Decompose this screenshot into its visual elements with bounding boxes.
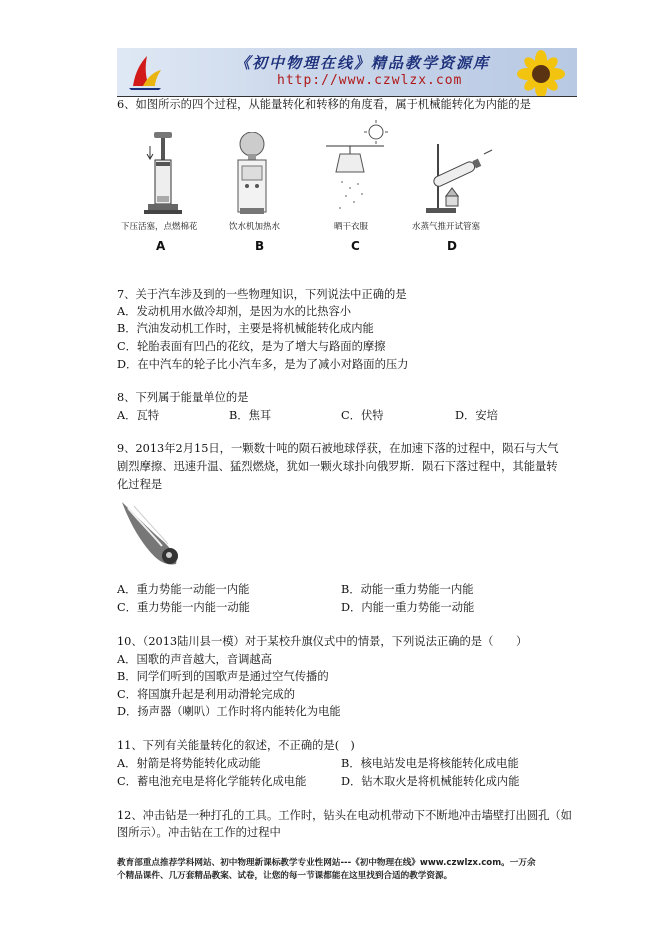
q9-option-d[interactable]: D．内能一重力势能一动能	[341, 601, 475, 614]
q10-option-c[interactable]: C．将国旗升起是利用动滑轮完成的	[117, 688, 296, 701]
q12-stem-line-2: 图所示）。冲击钻在工作的过程中	[117, 826, 281, 839]
q6-label-d: D	[447, 239, 457, 253]
q8-option-c[interactable]: C．伏特	[341, 409, 384, 422]
header-banner	[117, 48, 577, 96]
q10-stem: 10、（2013陆川县一模）对于某校升旗仪式中的情景，下列说法正确的是（ ）	[117, 635, 528, 648]
q10-option-d[interactable]: D．扬声器（喇叭）工作时将内能转化为电能	[117, 705, 341, 718]
footer-line-2: 个精品课件、几万套精品教案、试卷，让您的每一节课都能在这里找到合适的教学资源。	[117, 871, 453, 881]
q6-caption-c: 晒干衣服	[334, 222, 369, 232]
q11-stem: 11、下列有关能量转化的叙述，不正确的是( )	[117, 739, 355, 752]
q10-option-b[interactable]: B．同学们听到的国歌声是通过空气传播的	[117, 670, 329, 683]
q7-option-c[interactable]: C．轮胎表面有凹凸的花纹，是为了增大与路面的摩擦	[117, 340, 386, 353]
q10-option-a[interactable]: A．国歌的声音越大，音调越高	[117, 653, 273, 666]
q7-option-d[interactable]: D．在中汽车的轮子比小汽车多，是为了减小对路面的压力	[117, 358, 409, 371]
footer-line-1: 教育部重点推荐学科网站、初中物理新课标教学专业性网站---《初中物理在线》www.czwlzx.com。一万余	[117, 858, 536, 868]
q7-option-b[interactable]: B．汽油发动机工作时，主要是将机械能转化成内能	[117, 322, 374, 335]
q6-caption-b: 饮水机加热水	[229, 222, 281, 232]
q11-option-b[interactable]: B．核电站发电是将核能转化成电能	[341, 757, 519, 770]
test-tube-steam-figure	[412, 140, 496, 216]
q11-option-d[interactable]: D．钻木取火是将机械能转化成内能	[341, 775, 520, 788]
q7-option-a[interactable]: A．发动机用水做冷却剂，是因为水的比热容小	[117, 305, 352, 318]
q11-option-c[interactable]: C．蓄电池充电是将化学能转化成电能	[117, 775, 307, 788]
header-divider	[117, 96, 577, 97]
site-logo-icon	[125, 52, 165, 92]
q12-stem-line-1: 12、冲击钻是一种打孔的工具。工作时，钻头在电动机带动下不断地冲击墙壁打出圆孔（如	[117, 809, 572, 822]
site-url[interactable]: http://www.czwlzx.com	[277, 73, 463, 88]
q9-stem-line-1: 9、2013年2月15日，一颗数十吨的陨石被地球俘获，在加速下落的过程中，陨石与大气	[117, 442, 559, 455]
q9-option-c[interactable]: C．重力势能一内能一动能	[117, 601, 250, 614]
sunflower-icon	[501, 50, 571, 96]
q6-caption-d: 水蒸气推开试管塞	[412, 222, 481, 232]
page-footer	[117, 857, 577, 883]
q8-stem: 8、下列属于能量单位的是	[117, 391, 249, 404]
site-title: 《初中物理在线》精品教学资源库	[235, 54, 491, 72]
q9-option-b[interactable]: B．动能一重力势能一内能	[341, 583, 474, 596]
q11-option-a[interactable]: A．射箭是将势能转化成动能	[117, 757, 261, 770]
q9-option-a[interactable]: A．重力势能一动能一内能	[117, 583, 250, 596]
water-dispenser-figure	[232, 132, 272, 218]
fire-syringe-figure	[140, 132, 184, 218]
q8-option-a[interactable]: A．瓦特	[117, 409, 160, 422]
q6-caption-a: 下压活塞，点燃棉花	[121, 222, 198, 232]
q8-option-d[interactable]: D．安培	[455, 409, 498, 422]
q8-option-b[interactable]: B．焦耳	[229, 409, 272, 422]
q9-stem-line-3: 化过程是	[117, 478, 163, 491]
q9-stem-line-2: 剧烈摩擦、迅速升温、猛烈燃烧，犹如一颗火球扑向俄罗斯．陨石下落过程中，其能量转	[117, 460, 558, 473]
q6-label-a: A	[156, 239, 166, 253]
q6-label-c: C	[351, 239, 360, 253]
meteor-figure	[120, 500, 186, 568]
q6-label-b: B	[255, 239, 265, 253]
drying-clothes-figure	[322, 118, 388, 218]
q7-stem: 7、关于汽车涉及到的一些物理知识，下列说法中正确的是	[117, 288, 407, 301]
q6-stem: 6、如图所示的四个过程，从能量转化和转移的角度看，属于机械能转化为内能的是	[117, 98, 531, 111]
